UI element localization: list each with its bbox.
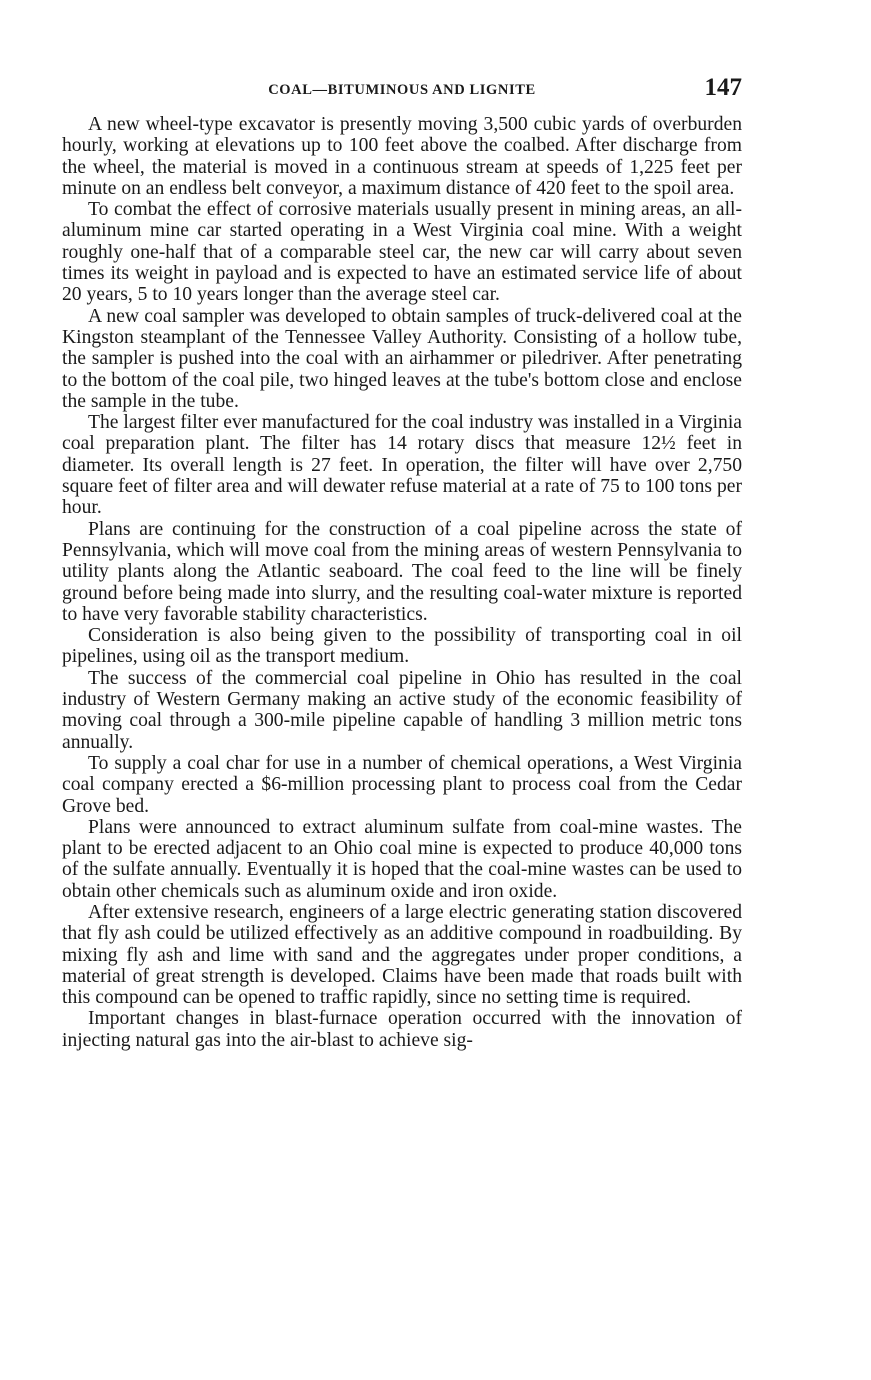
running-title: COAL—BITUMINOUS AND LIGNITE — [268, 82, 536, 98]
paragraph-blast-furnace: Important changes in blast-furnace operation occurred with the innovation of injecting natural gas into the air-blast to achieve sig- — [62, 1008, 742, 1051]
paragraph-coal-sampler: A new coal sampler was developed to obtain samples of truck-delivered coal at the Kingston steamplant of the Tennessee Valley Authority. Consisting of a hollow tube, the sampler is pushed into the coal with an airhammer or piledriver. After penetrating to the bottom of the coal pile, two hinged leaves at the tube's bottom close and enclose the sample in the tube. — [62, 305, 742, 412]
paragraph-pennsylvania-pipeline: Plans are continuing for the construction of a coal pipeline across the state of Pennsylvania, which will move coal from the mining areas of western Pennsylvania to utility plants along the Atlantic seaboard. The coal feed to the line will be finely ground before being made into slurry, and the resulting coal-water mixture is reported to have very favorable stability characteristics. — [62, 518, 742, 625]
body-text — [62, 114, 742, 1051]
paragraph-aluminum-mine-car: To combat the effect of corrosive materials usually present in mining areas, an all-aluminum mine car started operating in a West Virginia coal mine. With a weight roughly one-half that of a comparable steel car, the new car will carry about seven times its weight in payload and is expected to have an estimated service life of about 20 years, 5 to 10 years longer than the average steel car. — [62, 199, 742, 306]
document-page — [62, 74, 742, 1051]
paragraph-oil-pipelines: Consideration is also being given to the possibility of transporting coal in oil pipelines, using oil as the transport medium. — [62, 625, 742, 668]
paragraph-coal-char: To supply a coal char for use in a number of chemical operations, a West Virginia coal company erected a $6-million processing plant to process coal from the Cedar Grove bed. — [62, 752, 742, 817]
paragraph-germany-pipeline: The success of the commercial coal pipeline in Ohio has resulted in the coal industry of Western Germany making an active study of the economic feasibility of moving coal through a 300-mile pipeline capable of handling 3 million metric tons annually. — [62, 667, 742, 753]
paragraph-fly-ash: After extensive research, engineers of a large electric generating station discovered that fly ash could be utilized effectively as an additive compound in roadbuilding. By mixing fly ash and lime with sand and the aggregates under proper conditions, a material of great strength is developed. Claims have been made that roads built with this compound can be opened to traffic rapidly, since no setting time is required. — [62, 901, 742, 1009]
page-number: 147 — [704, 74, 742, 101]
running-header — [62, 74, 742, 108]
paragraph-excavator: A new wheel-type excavator is presently moving 3,500 cubic yards of overburden hourly, working at elevations up to 100 feet above the coalbed. After discharge from the wheel, the material is moved in a continuous stream at speeds of 1,225 feet per minute on an endless belt conveyor, a maximum distance of 420 feet to the spoil area. — [62, 114, 742, 199]
paragraph-aluminum-sulfate: Plans were announced to extract aluminum sulfate from coal-mine wastes. The plant to be erected adjacent to an Ohio coal mine is expected to produce 40,000 tons of the sulfate annually. Eventually it is hoped that the coal-mine wastes can be used to obtain other chemicals such as aluminum oxide and iron oxide. — [62, 816, 742, 902]
paragraph-filter: The largest filter ever manufactured for the coal industry was installed in a Virginia coal preparation plant. The filter has 14 rotary discs that measure 12½ feet in diameter. Its overall length is 27 feet. In operation, the filter will have over 2,750 square feet of filter area and will dewater refuse material at a rate of 75 to 100 tons per hour. — [62, 412, 742, 519]
